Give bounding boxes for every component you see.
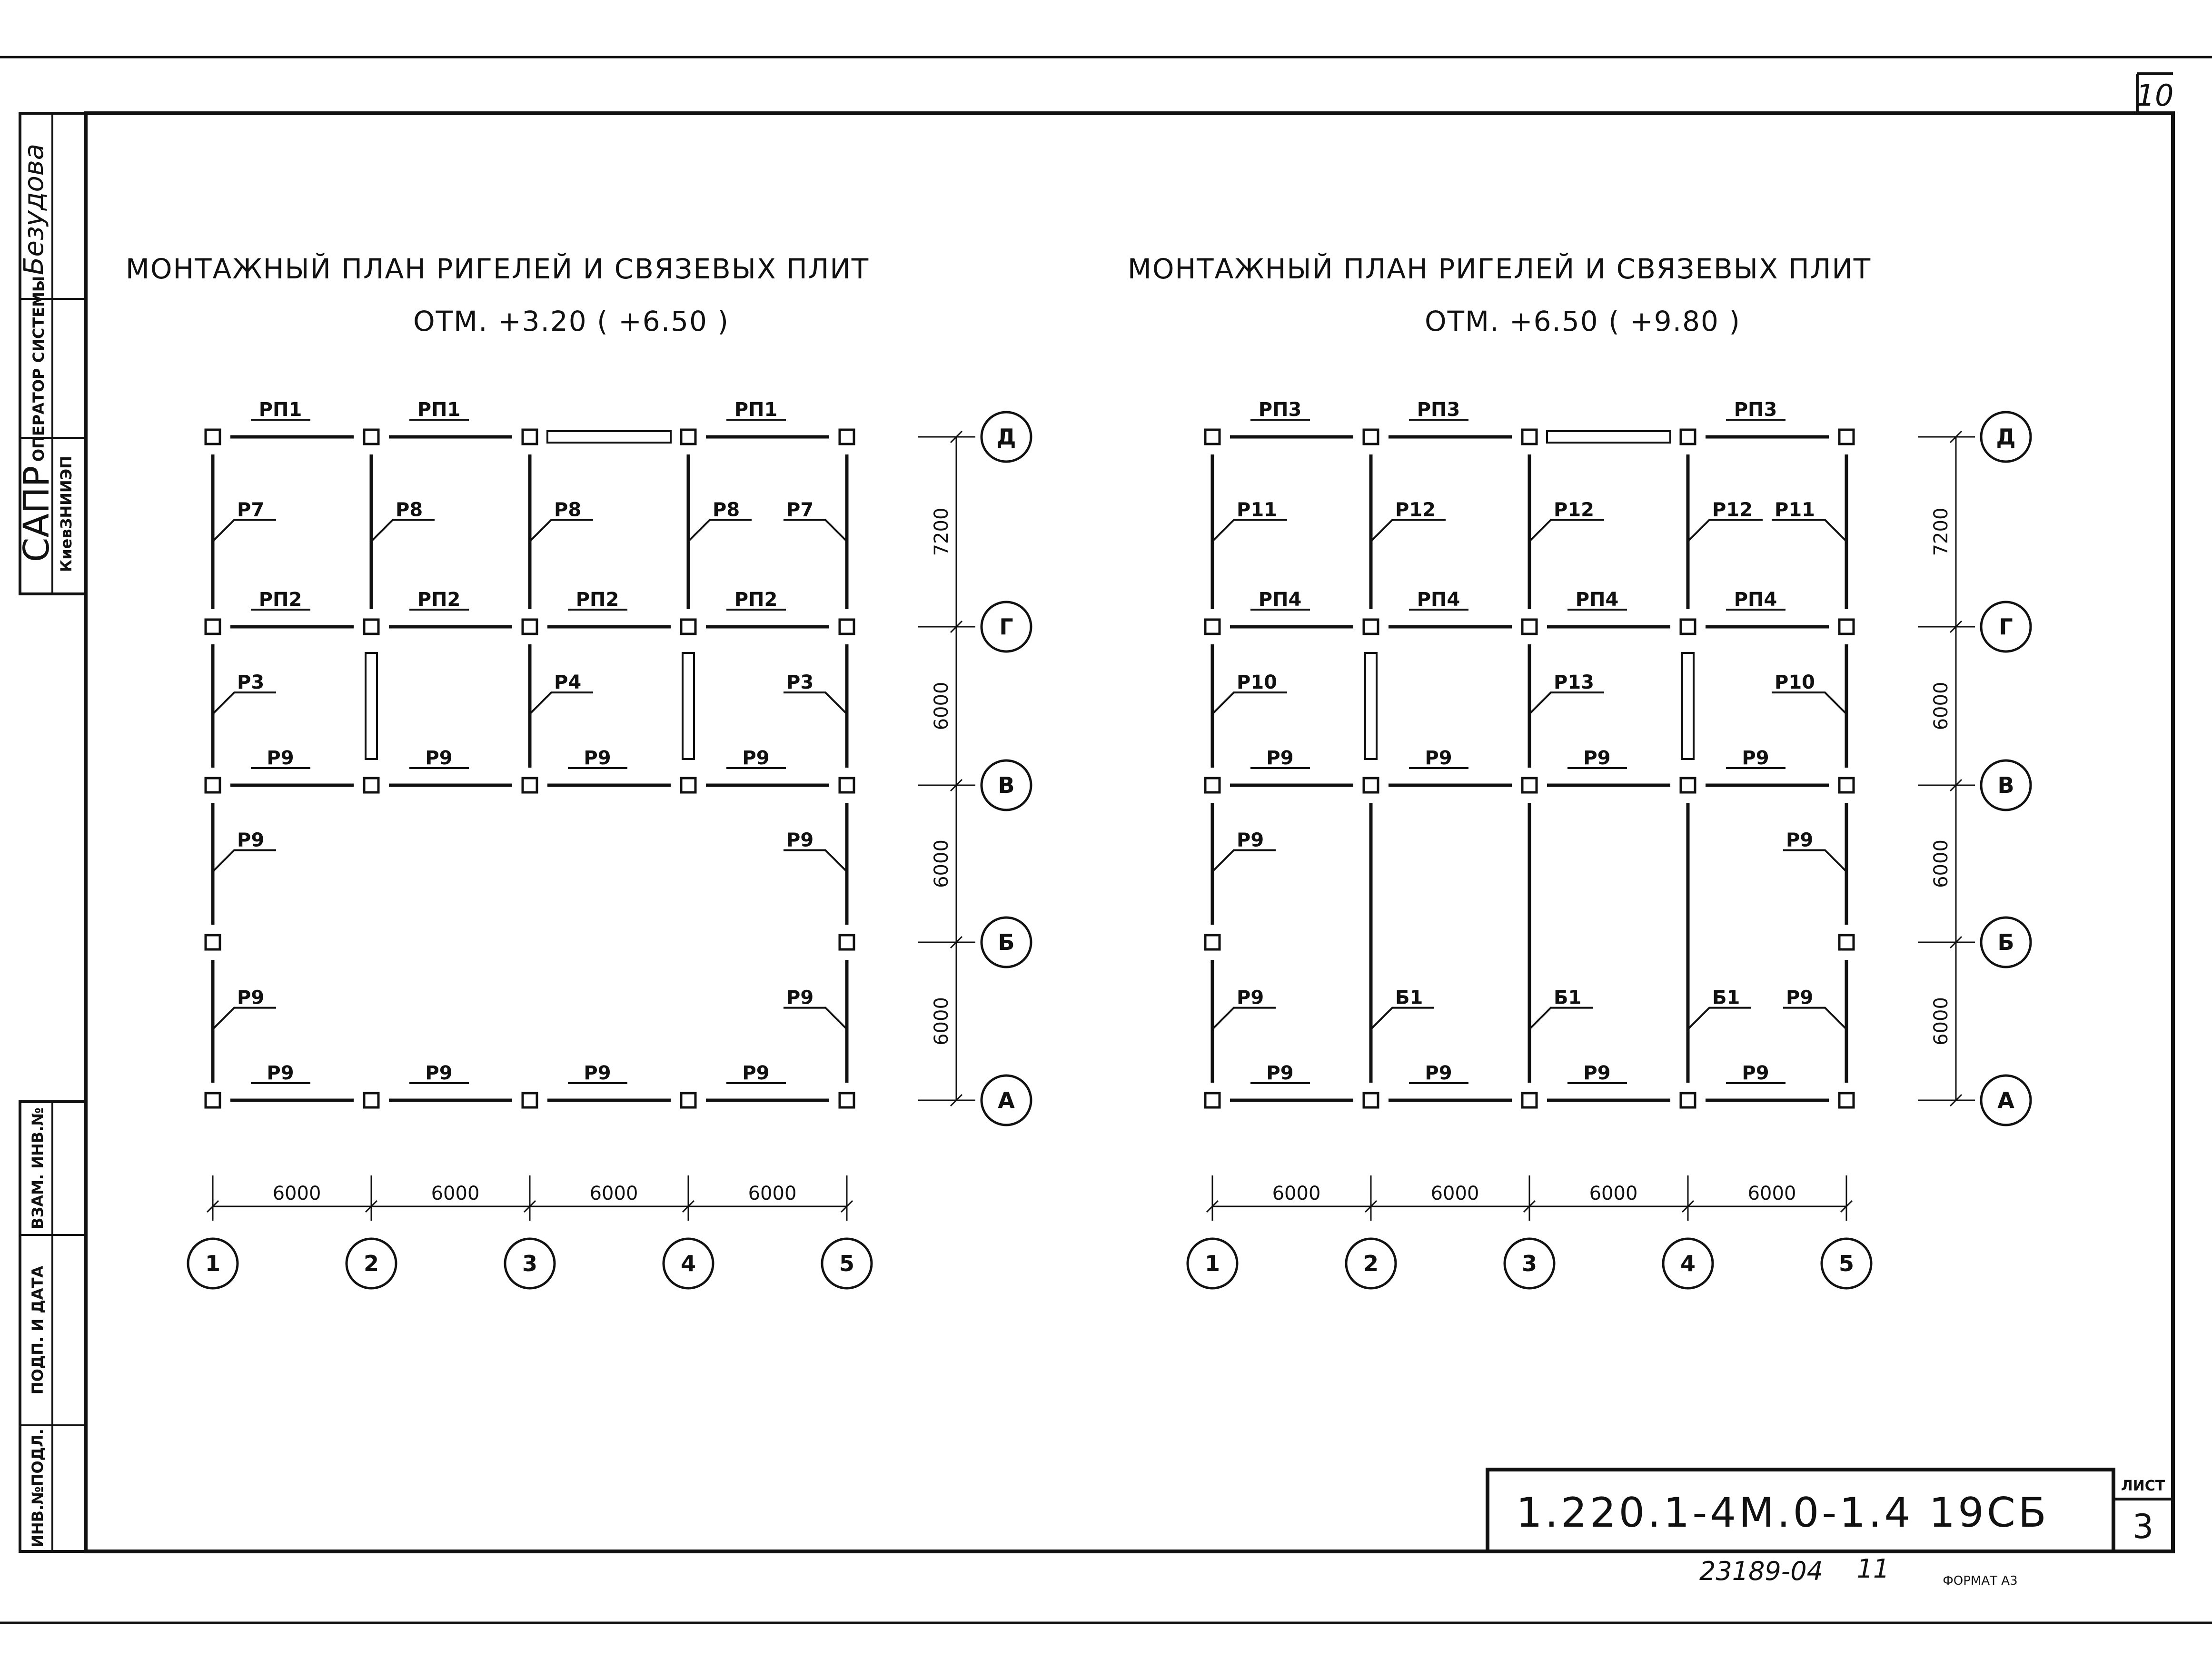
row-dimension-value: 6000 (1930, 681, 1952, 730)
bay-ba-mark-leader (1688, 1008, 1751, 1029)
column-square (364, 620, 378, 634)
archive-sub-number: 11 (1856, 1554, 1890, 1584)
row-g-mark: РП2 (734, 589, 778, 611)
column-square (206, 430, 220, 444)
bracing-slab (547, 431, 671, 443)
column-square (1839, 935, 1854, 949)
column-dimension-value: 6000 (431, 1183, 480, 1204)
column-square (840, 620, 854, 634)
bay-ba-mark-leader (784, 1008, 847, 1029)
row-a-mark: Р9 (584, 1062, 611, 1084)
bay-gv-mark-leader (213, 692, 276, 714)
column-dimension-value: 6000 (272, 1183, 321, 1204)
column-square (1205, 778, 1220, 792)
bay-gv-mark: Р13 (1554, 671, 1594, 694)
column-square (206, 778, 220, 792)
bay-gv-mark-leader (1529, 692, 1604, 714)
column-square (1839, 620, 1854, 634)
bay-vb-mark-leader (1783, 850, 1846, 872)
row-d-mark: РП3 (1734, 399, 1777, 421)
bay-dg-mark: Р11 (1775, 499, 1815, 521)
column-square (1522, 430, 1537, 444)
column-square (364, 778, 378, 792)
column-axis-label: 5 (1838, 1251, 1855, 1276)
bay-ba-mark: Б1 (1395, 987, 1423, 1009)
bay-ba-mark: Б1 (1554, 987, 1582, 1009)
column-axis-label: 2 (1363, 1251, 1379, 1276)
bay-ba-mark-leader (1783, 1008, 1846, 1029)
column-square (1839, 778, 1854, 792)
bracing-slab-vertical (683, 653, 694, 759)
column-square (206, 1093, 220, 1107)
bay-dg-mark: Р11 (1237, 499, 1277, 521)
column-square (1839, 430, 1854, 444)
row-axis-label: В (998, 772, 1015, 798)
bay-vb-mark: Р9 (786, 829, 814, 851)
bay-gv-mark: Р4 (554, 671, 582, 694)
sheet-corner-number: 10 (2136, 78, 2174, 113)
column-axis-label: 3 (522, 1251, 538, 1276)
column-square (523, 430, 537, 444)
podp-data-label: ПОДП. И ДАТА (29, 1265, 47, 1395)
row-axis-label: Б (998, 929, 1015, 955)
bay-ba-mark: Р9 (786, 987, 814, 1009)
row-d-mark: РП1 (417, 399, 461, 421)
plan-2-title: МОНТАЖНЫЙ ПЛАН РИГЕЛЕЙ И СВЯЗЕВЫХ ПЛИТ (1127, 253, 1872, 285)
bay-gv-mark: Р10 (1237, 671, 1277, 694)
bay-gv-mark-leader (1212, 692, 1287, 714)
bay-vb-mark: Р9 (1786, 829, 1814, 851)
title-block (1488, 1470, 2173, 1588)
column-square (681, 620, 695, 634)
column-axis-label: 1 (205, 1251, 221, 1276)
bay-dg-mark-leader (1772, 520, 1846, 541)
bracing-slab-vertical (1365, 653, 1377, 759)
column-square (840, 430, 854, 444)
bay-dg-mark: Р8 (396, 499, 423, 521)
row-a-mark: Р9 (425, 1062, 453, 1084)
column-square (681, 778, 695, 792)
main-frame (86, 113, 2173, 1551)
bay-dg-mark: Р7 (786, 499, 814, 521)
bay-vb-mark: Р9 (1237, 829, 1264, 851)
row-g-mark: РП4 (1734, 589, 1777, 611)
bay-dg-mark: Р8 (713, 499, 740, 521)
column-dimension-value: 6000 (1747, 1183, 1796, 1204)
column-axis-label: 4 (680, 1251, 696, 1276)
bay-gv-mark: Р10 (1775, 671, 1815, 694)
bay-dg-mark: Р12 (1395, 499, 1436, 521)
row-dimension-value: 6000 (1930, 839, 1952, 888)
bay-vb-mark-leader (784, 850, 847, 872)
column-square (523, 778, 537, 792)
drawing-designation: 1.220.1-4М.0-1.4 19СБ (1516, 1489, 2049, 1537)
row-dimension-value: 7200 (1930, 507, 1952, 556)
column-square (206, 935, 220, 949)
column-square (840, 935, 854, 949)
organization-label: КиевЗНИИЭП (57, 456, 75, 572)
column-square (1522, 778, 1537, 792)
column-square (1205, 430, 1220, 444)
column-square (523, 1093, 537, 1107)
bay-dg-mark: Р12 (1712, 499, 1753, 521)
bay-vb-mark: Р9 (237, 829, 265, 851)
archive-number: 23189-04 (1699, 1556, 1823, 1586)
bracing-slab-vertical (366, 653, 377, 759)
column-square (1205, 620, 1220, 634)
bay-dg-mark-leader (371, 520, 435, 541)
column-square (523, 620, 537, 634)
bay-gv-mark-leader (530, 692, 593, 714)
row-a-mark: Р9 (267, 1062, 294, 1084)
bay-ba-mark-leader (213, 1008, 276, 1029)
column-square (206, 620, 220, 634)
bay-gv-mark: Р3 (786, 671, 814, 694)
row-v-mark: Р9 (425, 747, 453, 769)
column-axis-label: 2 (363, 1251, 379, 1276)
plan-1-title: МОНТАЖНЫЙ ПЛАН РИГЕЛЕЙ И СВЯЗЕВЫХ ПЛИТ (125, 253, 870, 285)
column-square (1681, 430, 1695, 444)
bay-vb-mark-leader (1212, 850, 1276, 872)
column-square (1839, 1093, 1854, 1107)
column-square (1364, 778, 1378, 792)
row-d-mark: РП1 (734, 399, 778, 421)
side-stamp (16, 113, 86, 1551)
row-g-mark: РП2 (575, 589, 619, 611)
bay-ba-mark-leader (1371, 1008, 1434, 1029)
row-v-mark: Р9 (1425, 747, 1452, 769)
bay-ba-mark: Р9 (237, 987, 265, 1009)
bay-dg-mark-leader (1529, 520, 1604, 541)
bay-dg-mark: Р7 (237, 499, 265, 521)
column-square (1364, 430, 1378, 444)
row-g-mark: РП2 (258, 589, 302, 611)
vzam-inv-label: ВЗАМ. ИНВ.№ (29, 1107, 47, 1229)
bay-vb-mark-leader (213, 850, 276, 872)
row-a-mark: Р9 (1266, 1062, 1294, 1084)
row-dimension-value: 6000 (931, 839, 952, 888)
plan-2-elevation: ОТМ. +6.50 ( +9.80 ) (1424, 305, 1741, 337)
column-dimension-value: 6000 (1430, 1183, 1479, 1204)
column-axis-label: 3 (1521, 1251, 1537, 1276)
row-g-mark: РП2 (417, 589, 461, 611)
row-d-mark: РП3 (1417, 399, 1460, 421)
row-dimension-value: 6000 (931, 997, 952, 1046)
bay-dg-mark-leader (688, 520, 752, 541)
row-g-mark: РП4 (1258, 589, 1302, 611)
column-square (1681, 1093, 1695, 1107)
row-v-mark: Р9 (742, 747, 770, 769)
bay-ba-mark: Б1 (1712, 987, 1740, 1009)
row-axis-label: Г (1999, 614, 2013, 640)
bay-dg-mark-leader (213, 520, 276, 541)
column-square (1522, 1093, 1537, 1107)
row-v-mark: Р9 (267, 747, 294, 769)
row-a-mark: Р9 (1425, 1062, 1452, 1084)
sapr-label: САПР (16, 465, 57, 563)
row-v-mark: Р9 (1266, 747, 1294, 769)
bay-dg-mark-leader (784, 520, 847, 541)
row-axis-label: А (998, 1087, 1015, 1113)
bracing-slab-vertical (1682, 653, 1694, 759)
column-dimension-value: 6000 (1589, 1183, 1638, 1204)
row-a-mark: Р9 (1742, 1062, 1769, 1084)
column-axis-label: 5 (839, 1251, 855, 1276)
row-v-mark: Р9 (1583, 747, 1611, 769)
column-dimension-value: 6000 (1272, 1183, 1321, 1204)
inv-podl-label: ИНВ.№ПОДЛ. (29, 1429, 47, 1548)
bay-dg-mark-leader (1688, 520, 1763, 541)
column-square (1364, 620, 1378, 634)
column-square (840, 1093, 854, 1107)
bay-gv-mark-leader (1772, 692, 1846, 714)
row-d-mark: РП1 (258, 399, 302, 421)
column-square (1681, 778, 1695, 792)
bay-dg-mark: Р12 (1554, 499, 1594, 521)
format-label: ФОРМАТ А3 (1943, 1574, 2018, 1588)
row-dimension-value: 6000 (931, 681, 952, 730)
column-square (1681, 620, 1695, 634)
operator-signature: Безудова (19, 143, 50, 276)
bracing-slab (1547, 431, 1670, 443)
row-axis-label: Д (996, 424, 1016, 450)
bay-dg-mark-leader (530, 520, 593, 541)
row-v-mark: Р9 (584, 747, 611, 769)
column-square (681, 430, 695, 444)
column-square (364, 430, 378, 444)
operator-label: ОПЕРАТОР СИСТЕМЫ (30, 276, 48, 462)
column-square (840, 778, 854, 792)
bay-dg-mark: Р8 (554, 499, 582, 521)
column-square (1522, 620, 1537, 634)
bay-gv-mark: Р3 (237, 671, 265, 694)
column-dimension-value: 6000 (748, 1183, 797, 1204)
column-square (364, 1093, 378, 1107)
framing-plan-1 (188, 399, 1031, 1288)
column-square (1205, 935, 1220, 949)
bay-dg-mark-leader (1212, 520, 1287, 541)
bay-ba-mark-leader (1529, 1008, 1593, 1029)
column-dimension-value: 6000 (589, 1183, 638, 1204)
row-axis-label: А (1997, 1087, 2014, 1113)
row-a-mark: Р9 (1583, 1062, 1611, 1084)
row-g-mark: РП4 (1575, 589, 1619, 611)
bay-ba-mark: Р9 (1786, 987, 1814, 1009)
row-axis-label: Д (1996, 424, 2016, 450)
column-square (1205, 1093, 1220, 1107)
bay-ba-mark: Р9 (1237, 987, 1264, 1009)
row-v-mark: Р9 (1742, 747, 1769, 769)
column-square (1364, 1093, 1378, 1107)
row-axis-label: В (1997, 772, 2014, 798)
row-axis-label: Б (1997, 929, 2014, 955)
bay-dg-mark-leader (1371, 520, 1446, 541)
plan-1-elevation: ОТМ. +3.20 ( +6.50 ) (413, 305, 730, 337)
row-d-mark: РП3 (1258, 399, 1302, 421)
row-g-mark: РП4 (1417, 589, 1460, 611)
bay-ba-mark-leader (1212, 1008, 1276, 1029)
column-square (681, 1093, 695, 1107)
row-a-mark: Р9 (742, 1062, 770, 1084)
row-dimension-value: 6000 (1930, 997, 1952, 1046)
column-axis-label: 1 (1204, 1251, 1220, 1276)
sheet-number: 3 (2132, 1507, 2154, 1546)
row-axis-label: Г (999, 614, 1013, 640)
framing-plan-2 (1188, 399, 2031, 1288)
row-dimension-value: 7200 (931, 507, 952, 556)
sheet-label: ЛИСТ (2121, 1478, 2165, 1494)
column-axis-label: 4 (1680, 1251, 1696, 1276)
bay-gv-mark-leader (784, 692, 847, 714)
